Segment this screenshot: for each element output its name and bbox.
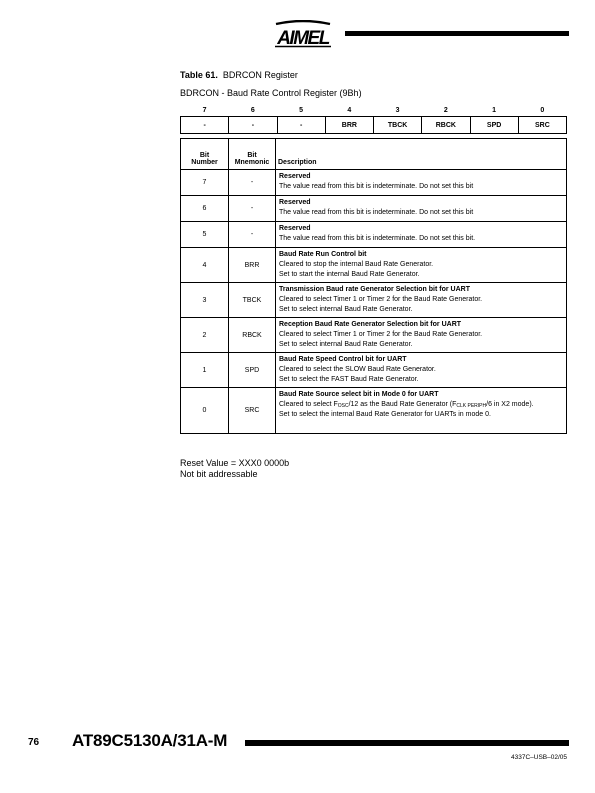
row-description [276, 283, 567, 318]
bit-name: - [277, 117, 325, 134]
row-mnemonic: - [229, 222, 276, 248]
row-line: Set to select the internal Baud Rate Generator for UARTs in mode 0. [279, 410, 491, 418]
row-line: Set to select internal Baud Rate Generator. [279, 340, 413, 348]
caption-text: BDRCON Register [222, 70, 298, 80]
bit-description-table [180, 138, 567, 434]
row-mnemonic: TBCK [229, 283, 276, 318]
table-row [181, 196, 567, 222]
table-row [181, 318, 567, 353]
col-header-description: Description [276, 139, 567, 170]
col-header-bit-number: Bit Number [181, 139, 229, 170]
row-mnemonic: - [229, 196, 276, 222]
row-bit-number: 1 [181, 353, 229, 388]
row-line: Cleared to select Timer 1 or Timer 2 for the Baud Rate Generator. [279, 330, 483, 338]
row-title: Baud Rate Speed Control bit for UART [279, 356, 407, 363]
table-caption [180, 70, 298, 80]
row-title: Transmission Baud rate Generator Selection bit for UART [279, 286, 470, 293]
bit-name: SRC [518, 117, 566, 134]
row-title: Reception Baud Rate Generator Selection bit for UART [279, 321, 462, 328]
table-row [181, 353, 567, 388]
row-description [276, 170, 567, 196]
row-bit-number: 2 [181, 318, 229, 353]
table-row [181, 222, 567, 248]
row-bit-number: 3 [181, 283, 229, 318]
caption-label: Table 61. [180, 70, 218, 80]
header-rule [345, 31, 569, 36]
row-line: The value read from this bit is indeterminate. Do not set this bit [279, 182, 474, 190]
bit-name: SPD [470, 117, 518, 134]
row-line: Cleared to select Timer 1 or Timer 2 for the Baud Rate Generator. [279, 295, 483, 303]
row-mnemonic: SRC [229, 388, 276, 434]
row-line: Cleared to select $F_{OSC}/12$ as the Baud Rate Generator ($F_{CLK PERIPH}/6$ in X2 mode). [279, 400, 534, 409]
bit-addressable-note: Not bit addressable [180, 469, 258, 479]
bit-name: RBCK [422, 117, 470, 134]
table-row [181, 248, 567, 283]
row-line: Set to select the FAST Baud Rate Generator. [279, 375, 419, 383]
row-mnemonic: - [229, 170, 276, 196]
footer-title: AT89C5130A/31A-M [72, 731, 228, 750]
bit-number-row [181, 101, 567, 117]
row-line: Set to select internal Baud Rate Generator. [279, 305, 413, 313]
description-header-row [181, 139, 567, 170]
row-line: The value read from this bit is indeterminate. Do not set this bit [279, 208, 474, 216]
row-title: Reserved [279, 173, 311, 180]
row-bit-number: 7 [181, 170, 229, 196]
row-description [276, 248, 567, 283]
table-row [181, 283, 567, 318]
bit-number: 1 [492, 107, 497, 114]
page-number: 76 [28, 737, 40, 748]
register-subtitle: BDRCON - Baud Rate Control Register (9Bh) [180, 88, 362, 98]
register-bit-table [180, 101, 567, 134]
row-description [276, 318, 567, 353]
row-description [276, 196, 567, 222]
row-line: Set to start the internal Baud Rate Generator. [279, 270, 420, 278]
row-title: Reserved [279, 225, 311, 232]
reset-info [180, 458, 289, 480]
bit-number: 6 [250, 107, 255, 114]
bit-number: 3 [395, 107, 400, 114]
row-mnemonic: SPD [229, 353, 276, 388]
row-description [276, 222, 567, 248]
row-title: Reserved [279, 199, 311, 206]
col-header-mnemonic: Bit Mnemonic [229, 139, 276, 170]
bit-number: 0 [540, 107, 545, 114]
bit-number: 4 [347, 107, 352, 114]
row-title: Baud Rate Source select bit in Mode 0 for UART [279, 391, 439, 398]
row-bit-number: 5 [181, 222, 229, 248]
row-line: The value read from this bit is indeterminate. Do not set this bit. [279, 234, 476, 242]
bit-name: TBCK [374, 117, 422, 134]
row-title: Baud Rate Run Control bit [279, 251, 367, 258]
row-mnemonic: RBCK [229, 318, 276, 353]
logo-text: AIMEL [277, 28, 329, 48]
row-description [276, 388, 567, 434]
row-description [276, 353, 567, 388]
bit-name: BRR [325, 117, 373, 134]
footer-rule [245, 740, 569, 746]
reset-value: Reset Value = XXX0 0000b [180, 458, 290, 468]
bit-number: 2 [443, 107, 448, 114]
table-row [181, 170, 567, 196]
table-row [181, 388, 567, 434]
bit-number: 5 [299, 107, 304, 114]
row-mnemonic: BRR [229, 248, 276, 283]
row-bit-number: 0 [181, 388, 229, 434]
atmel-logo [272, 20, 334, 48]
row-line: Cleared to stop the internal Baud Rate Generator. [279, 260, 434, 268]
row-bit-number: 6 [181, 196, 229, 222]
bit-number: 7 [202, 107, 207, 114]
doc-code: 4337C–USB–02/05 [510, 754, 567, 761]
bit-name: - [181, 117, 229, 134]
bit-name-row [181, 117, 567, 134]
bit-name: - [229, 117, 277, 134]
row-line: Cleared to select the SLOW Baud Rate Generator. [279, 365, 436, 373]
row-bit-number: 4 [181, 248, 229, 283]
